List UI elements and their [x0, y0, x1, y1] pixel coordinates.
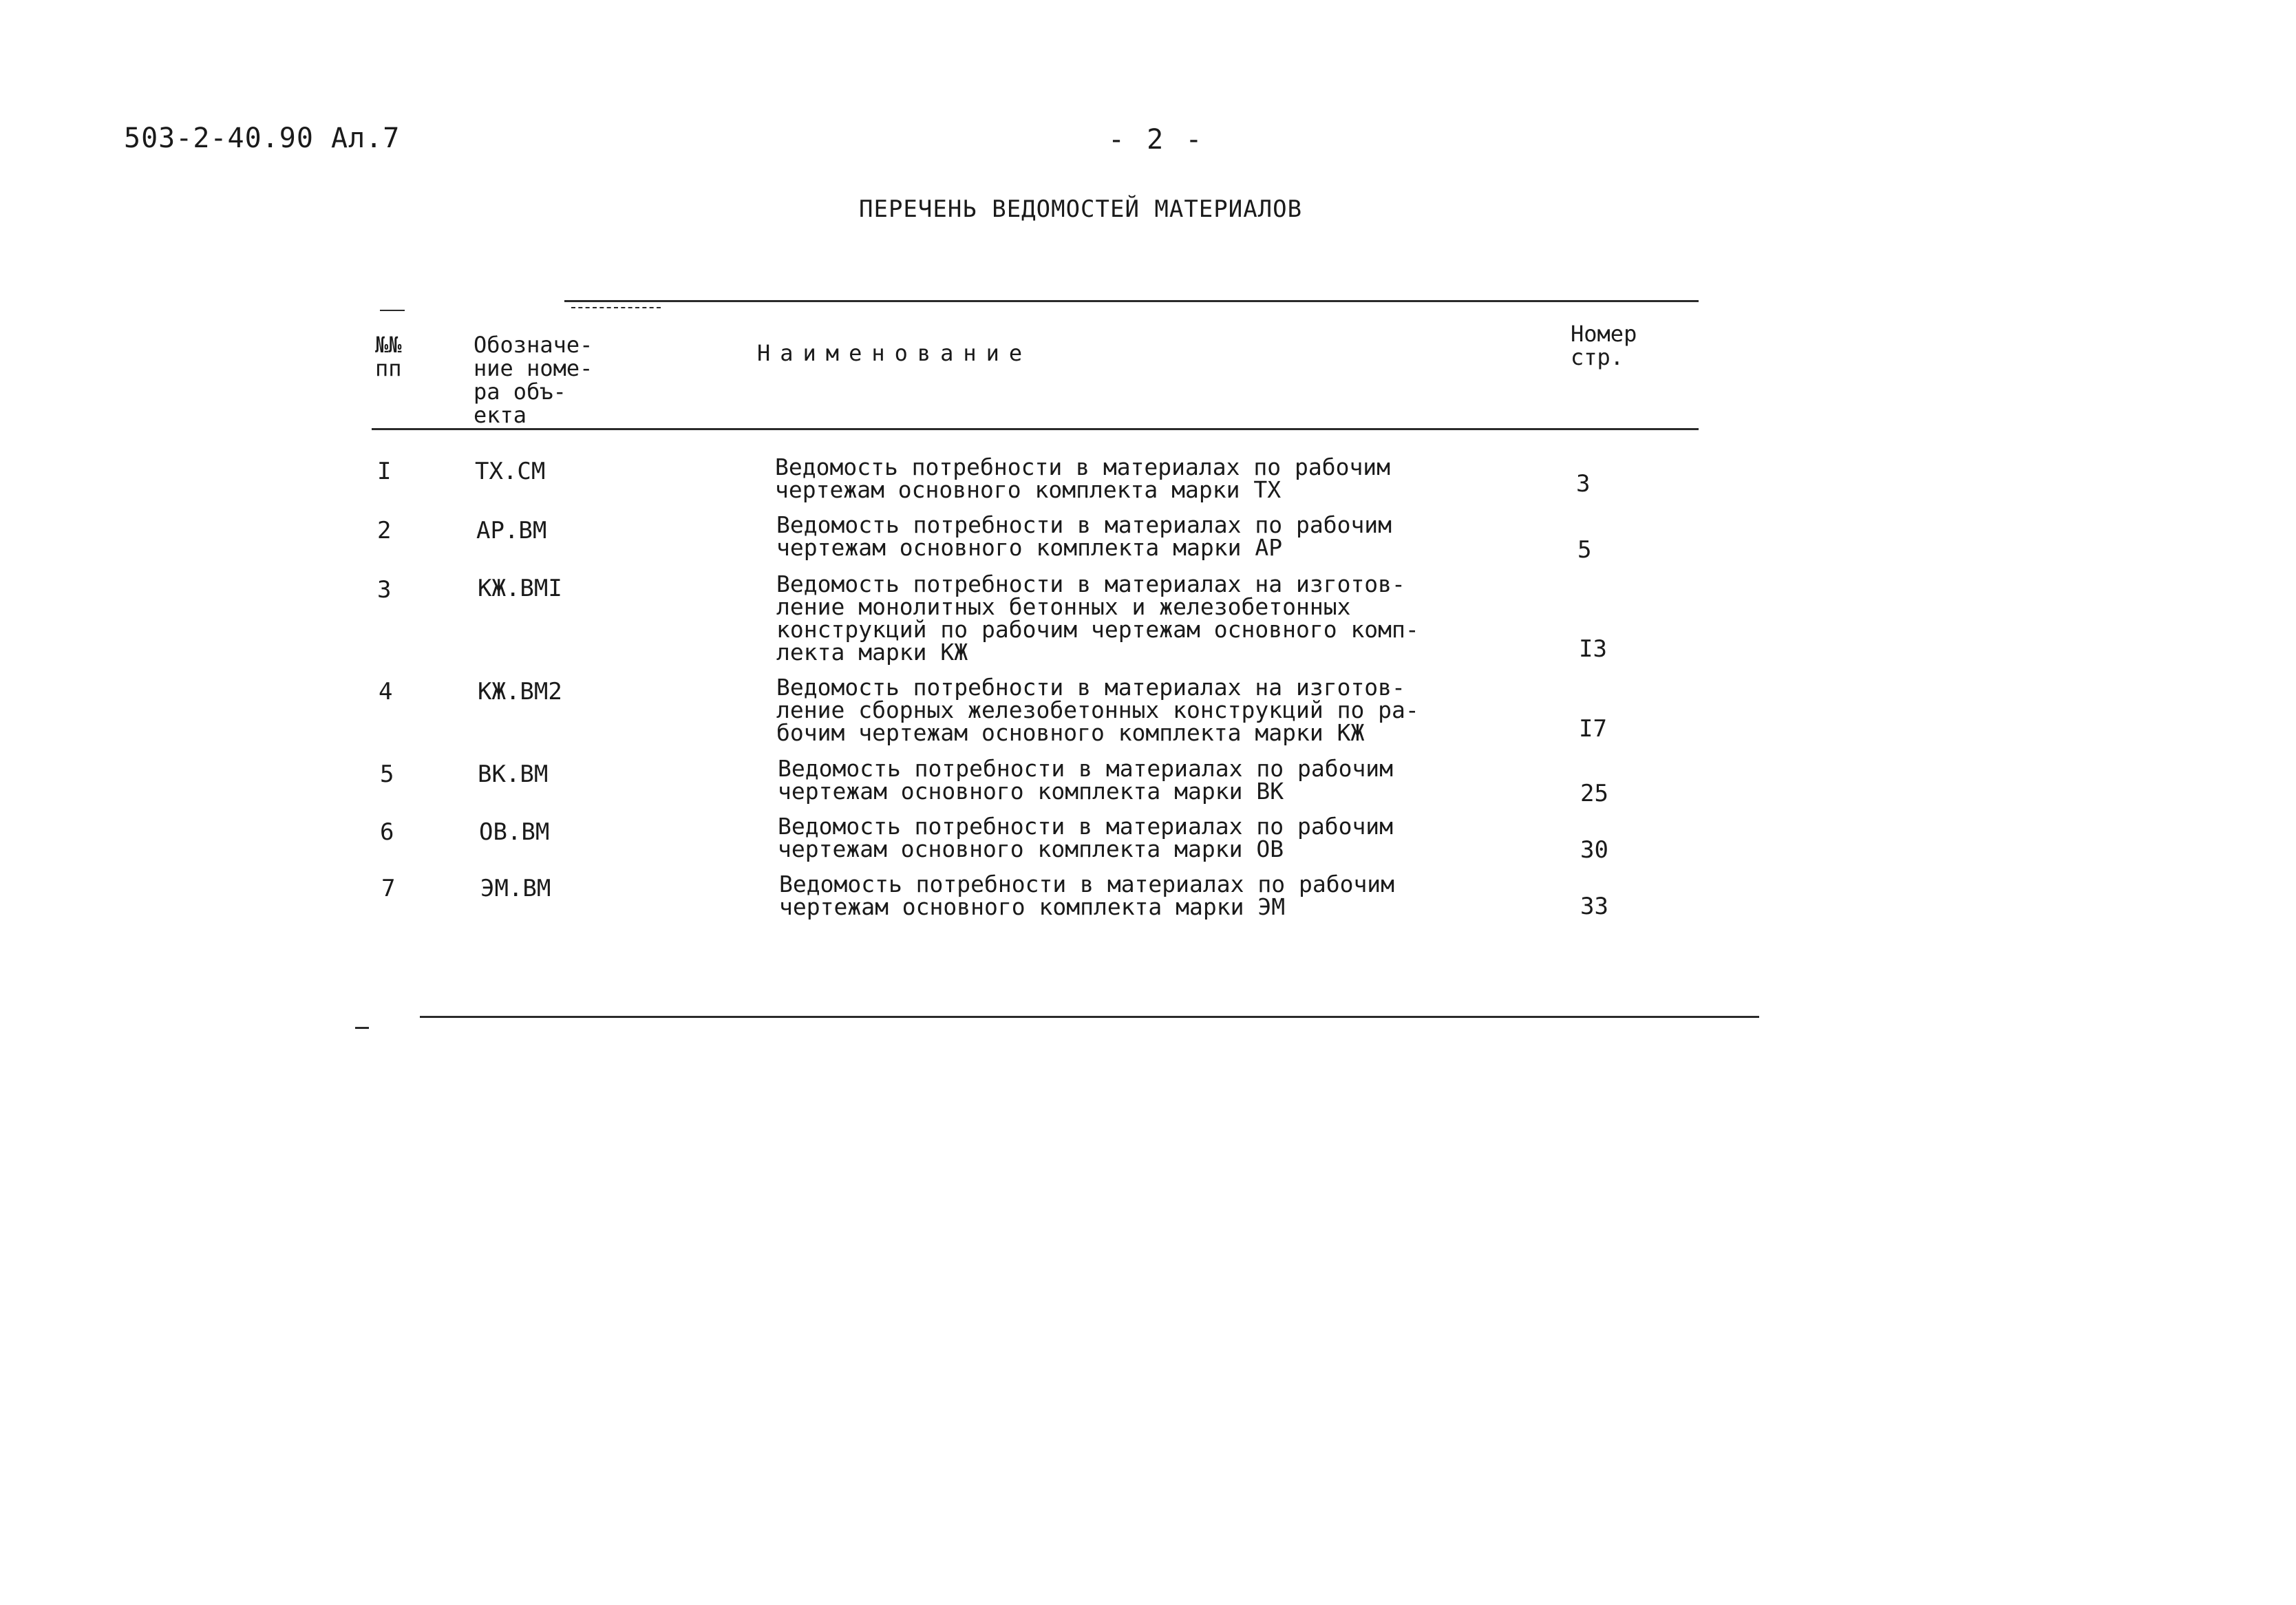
- bottom-rule: [420, 1016, 1759, 1018]
- row-page: 5: [1577, 536, 1592, 564]
- table-header-number: №№ пп: [375, 332, 402, 381]
- table-header-page: Номер стр.: [1571, 321, 1637, 370]
- table-header-name: Наименование: [757, 340, 1032, 366]
- row-number: I: [377, 458, 392, 485]
- top-rule-stub: [571, 307, 661, 308]
- row-number: 3: [377, 576, 392, 604]
- table-header-code: Обозначе- ние номе- ра объ- екта: [474, 332, 593, 428]
- document-code: 503-2-40.90 Ал.7: [124, 123, 401, 154]
- row-page: 33: [1580, 893, 1608, 920]
- bottom-rule-stub: [355, 1027, 369, 1029]
- row-name: Ведомость потребности в материалах на изготов- ление сборных железобетонных конструкций по ра- бочим чертежам основного комплекта марки КЖ: [776, 674, 1419, 746]
- document-title: ПЕРЕЧЕНЬ ВЕДОМОСТЕЙ МАТЕРИАЛОВ: [859, 195, 1303, 223]
- row-name: Ведомость потребности в материалах по рабочим чертежам основного комплекта марки ВК: [778, 755, 1394, 805]
- row-code: ОВ.ВМ: [479, 818, 550, 846]
- row-code: КЖ.ВМI: [478, 575, 562, 602]
- row-code: КЖ.ВМ2: [478, 678, 562, 705]
- page-number: - 2 -: [1108, 124, 1205, 156]
- row-name: Ведомость потребности в материалах по рабочим чертежам основного комплекта марки АР: [776, 511, 1392, 561]
- row-page: I7: [1579, 715, 1607, 743]
- row-page: I3: [1579, 635, 1607, 663]
- row-number: 5: [380, 761, 394, 788]
- row-code: ТХ.СМ: [475, 458, 546, 485]
- row-number: 7: [381, 875, 396, 902]
- row-page: 3: [1576, 470, 1591, 498]
- row-number: 2: [377, 517, 392, 544]
- row-number: 4: [379, 678, 393, 705]
- row-name: Ведомость потребности в материалах по рабочим чертежам основного комплекта марки ОВ: [778, 813, 1394, 862]
- top-rule: [564, 300, 1699, 302]
- row-page: 25: [1580, 780, 1608, 807]
- row-name: Ведомость потребности в материалах на изготов- ление монолитных бетонных и железобетонных конструкций по рабочим чертежам основного комп- лекта марки КЖ: [776, 571, 1419, 666]
- row-code: АР.ВМ: [476, 517, 547, 544]
- row-name: Ведомость потребности в материалах по рабочим чертежам основного комплекта марки ТХ: [775, 454, 1391, 503]
- top-rule-mark: [380, 310, 405, 311]
- row-name: Ведомость потребности в материалах по рабочим чертежам основного комплекта марки ЭМ: [779, 871, 1395, 920]
- row-code: ВК.ВМ: [478, 761, 549, 788]
- row-number: 6: [380, 818, 394, 846]
- header-rule: [372, 428, 1699, 430]
- row-page: 30: [1580, 836, 1608, 864]
- row-code: ЭМ.ВМ: [480, 875, 551, 902]
